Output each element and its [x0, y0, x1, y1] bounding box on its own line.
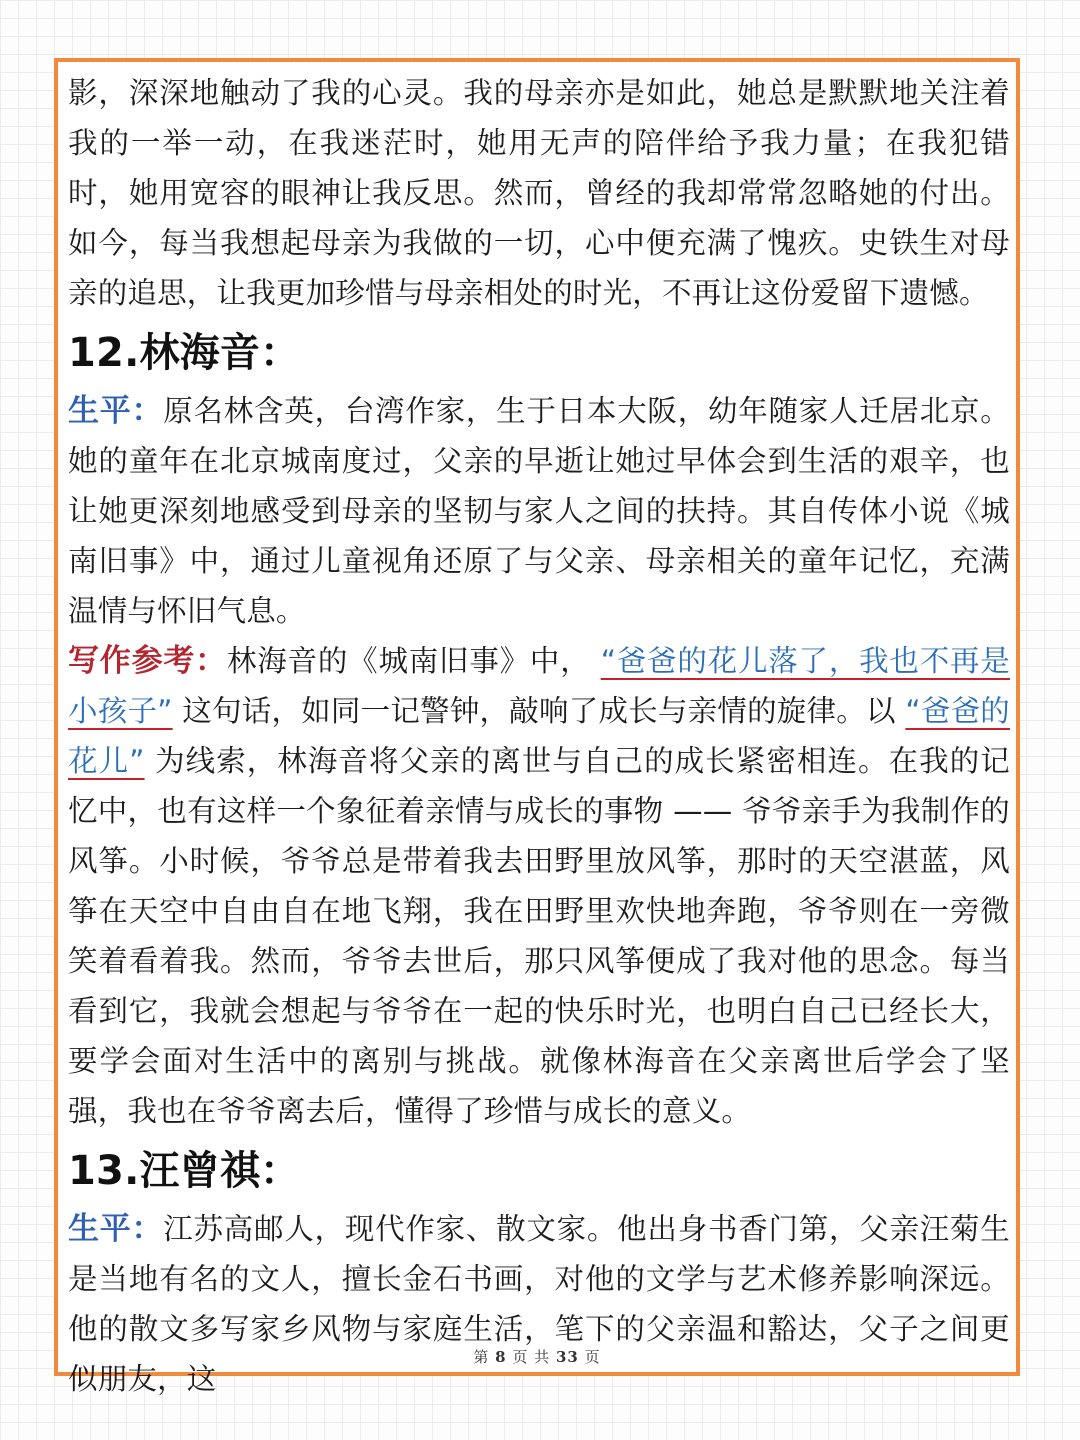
quote-highlight-2: “爸爸的花儿”: [68, 694, 1010, 778]
writing-reference-label: 写作参考：: [68, 643, 227, 679]
footer-page-number: 8: [495, 1348, 507, 1366]
bio-text: 江苏高邮人，现代作家、散文家。他出身书香门第，父亲汪菊生是当地有名的文人，擅长金石书画，对他的文学与艺术修养影响深远。他的散文多写家乡风物与家庭生活，笔下的父亲温和豁达，父子之间更似朋友，这: [68, 1212, 1010, 1396]
bio-text: 原名林含英，台湾作家，生于日本大阪，幼年随家人迁居北京。她的童年在北京城南度过，父亲的早逝让她过早体会到生活的艰辛，也让她更深刻地感受到母亲的坚韧与家人之间的扶持。其自传体小说《城南旧事》中，通过儿童视角还原了与父亲、母亲相关的童年记忆，充满温情与怀旧气息。: [68, 394, 1010, 628]
reference-text-part-1: 林海音的《城南旧事》中，: [226, 644, 591, 678]
footer-total-pages: 33: [555, 1348, 579, 1366]
quote-highlight-1: “爸爸的花儿落了，我也不再是小孩子”: [68, 644, 1010, 728]
bio-paragraph-lin-haiyin: [68, 386, 1010, 636]
section-title-wang-zengqi: 13.汪曾祺：: [68, 1148, 301, 1194]
footer-suffix: 页: [584, 1348, 601, 1366]
intro-paragraph: 影，深深地触动了我的心灵。我的母亲亦是如此，她总是默默地关注着我的一举一动，在我迷茫时，她用无声的陪伴给予我力量；在我犯错时，她用宽容的眼神让我反思。然而，曾经的我却常常忽略她的付出。如今，每当我想起母亲为我做的一切，心中便充满了愧疚。史铁生对母亲的追思，让我更加珍惜与母亲相处的时光，不再让这份爱留下遗憾。: [68, 76, 1010, 310]
bio-label: 生平：: [68, 1211, 164, 1247]
footer-middle: 页 共: [512, 1348, 551, 1366]
bio-paragraph-wang-zengqi: [68, 1204, 1010, 1404]
bio-label: 生平：: [68, 393, 164, 429]
reference-text-part-2: 这句话，如同一记警钟，敲响了成长与亲情的旋律。以: [182, 694, 896, 728]
section-title-lin-haiyin: 12.林海音：: [68, 330, 301, 376]
page-footer: [58, 1346, 1016, 1367]
reference-text-part-3: 为线索，林海音将父亲的离世与自己的成长紧密相连。在我的记忆中，也有这样一个象征着亲情与成长的事物 —— 爷爷亲手为我制作的风筝。小时候，爷爷总是带着我去田野里放风筝，那时的天空湛蓝，风筝在天空中自由自在地飞翔，我在田野里欢快地奔跑，爷爷则在一旁微笑着看着我。然而，爷爷去世后，那只风筝便成了我对他的思念。每当看到它，我就会想起与爷爷在一起的快乐时光，也明白自己已经长大，要学会面对生活中的离别与挑战。就像林海音在父亲离世后学会了坚强，我也在爷爷离去后，懂得了珍惜与成长的意义。: [68, 744, 1011, 1128]
writing-reference-paragraph: [68, 636, 1010, 1136]
footer-prefix: 第: [473, 1348, 490, 1366]
page-frame: [54, 58, 1020, 1396]
document-body: [68, 68, 1010, 1404]
